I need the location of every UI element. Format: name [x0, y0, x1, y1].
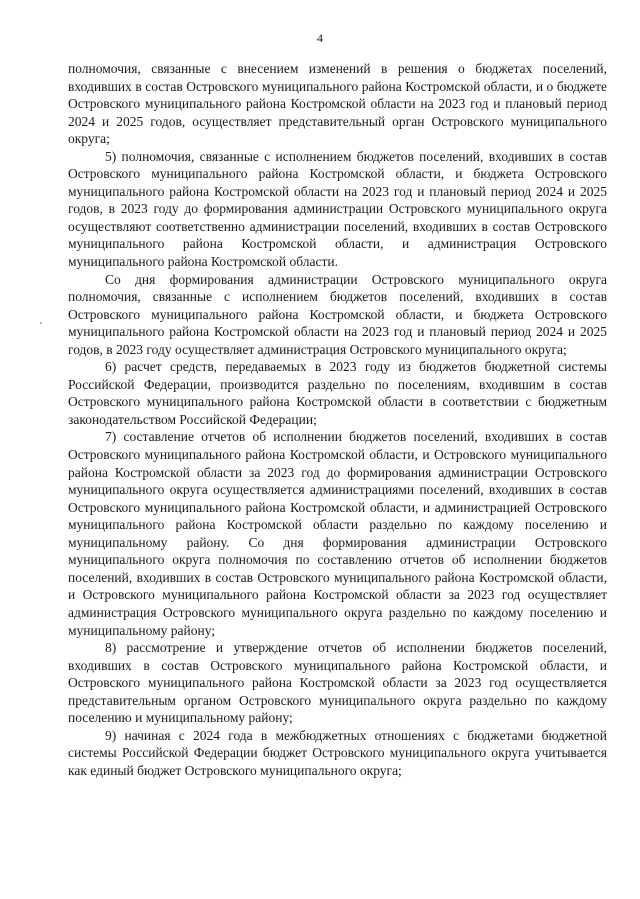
paragraph-item-8: 8) рассмотрение и утверждение отчетов об исполнении бюджетов поселений, входивших в состав Островского муниципального района Костромской области, и Островского муниципального района Костромской области за 2023 год осуществляется представительным органом Островского муниципального округа раздельно по каждому поселению и муниципальному району;	[68, 640, 607, 726]
paragraph-continuation: полномочия, связанные с внесением изменений в решения о бюджетах поселений, входивших в состав Островского муниципального района Костромской области, и о бюджете Островского муниципального района Костромской области на 2023 год и плановый период 2024 и 2025 годов, осуществляет представительный орган Островского муниципального округа;	[68, 61, 607, 147]
paragraph-item-9: 9) начиная с 2024 года в межбюджетных отношениях с бюджетами бюджетной системы Российской Федерации бюджет Островского муниципального округа учитывается как единый бюджет Островского муниципального округа;	[68, 727, 607, 778]
page-number: 4	[317, 31, 323, 45]
paragraph-item-5: 5) полномочия, связанные с исполнением бюджетов поселений, входивших в состав Островского муниципального района Костромской области, и бюджета Островского муниципального района Костромской области на 2023 год и плановый период 2024 и 2025 годов, в 2023 году до формирования администрации Островского муниципального округа осуществляют соответственно администрации поселений, входивших в состав Островского муниципального района Костромской области, и администрация Островского муниципального района Костромской области.	[68, 148, 607, 270]
paragraph-item-6: 6) расчет средств, передаваемых в 2023 году из бюджетов бюджетной системы Российской Федерации, производится раздельно по поселениям, входившим в состав Островского муниципального района Костромской области в соответствии с бюджетным законодательством Российской Федерации;	[68, 359, 607, 427]
document-body	[68, 60, 607, 779]
margin-mark	[40, 322, 42, 324]
paragraph-item-7: 7) составление отчетов об исполнении бюджетов поселений, входивших в состав Островского муниципального района Костромской области, и Островского муниципального района Костромской области за 2023 год до формирования администрации Островского муниципального округа осуществляется администрациями поселений, входивших в состав Островского муниципального района Костромской области, и администрацией Островского муниципального района Костромской области раздельно по каждому поселению и муниципальному району. Со дня формирования администрации Островского муниципального округа полномочия по составлению отчетов об исполнении бюджетов поселений, входивших в состав Островского муниципального района Костромской области, и Островского муниципального района Костромской области за 2023 год осуществляет администрация Островского муниципального округа раздельно по каждому поселению и муниципальному району;	[68, 429, 607, 638]
paragraph-item-5-continued: Со дня формирования администрации Островского муниципального округа полномочия, связанные с исполнением бюджетов поселений, входивших в состав Островского муниципального района Костромской области, и бюджета Островского муниципального района Костромской области на 2023 год и плановый период 2024 и 2025 годов, в 2023 году осуществляет администрация Островского муниципального округа;	[68, 271, 607, 357]
